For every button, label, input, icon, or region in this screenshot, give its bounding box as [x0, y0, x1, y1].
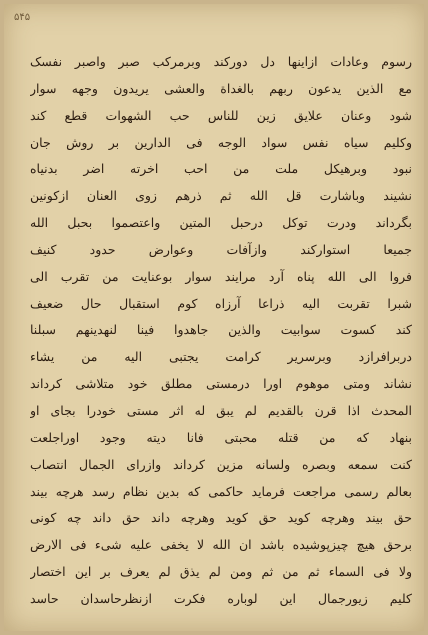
- text-line: نشیند وباشارت قل الله ثم ذرهم زوی العنان ازکونین: [30, 188, 412, 204]
- text-line: حق بیند وهرچه کوید حق کوید وهرچه داند حق داند چه کونی: [30, 510, 412, 526]
- text-line: رسوم وعادات ازاینها دل دورکند وبرمرکب صبر واصبر نفسک: [30, 54, 412, 69]
- manuscript-page: [4, 4, 424, 631]
- text-line: وکلیم سیاه نفس سواد الوجه فی الدارین بر روش جان: [30, 134, 412, 150]
- text-line: بگرداند ودرت توکل درحبل المتین واعتصموا بحبل الله: [30, 215, 412, 231]
- text-line: فروا الی الله پناه آرد مرایند سوار بوعنایت من تقرب الی: [30, 268, 412, 284]
- text-line: کلیم زیورجمال این لوباره فکرت ازنظرحاسدان حاسد: [30, 590, 412, 606]
- text-line: شبرا تقربت الیه ذراعا آرزاه کوم استقبال حال ضعیف: [30, 295, 412, 311]
- folio-number: ۵۴۵: [14, 12, 31, 23]
- text-line: جمیعا استوارکند وازآفات وعوارض حدود کنیف: [30, 241, 412, 257]
- text-line: ولا فی السماء ثم من ثم ومن لم یذق لم یعرف بر این اختصار: [30, 564, 412, 580]
- text-line: کند کسوت سوابیت والذین جاهدوا فینا لنهدینهم سبلنا: [30, 322, 412, 338]
- text-line: مع الذین یدعون ربهم بالغداة والعشی یریدون وجهه سوار: [30, 80, 412, 96]
- text-line: بنهاد که من قتله محبتی فانا دیته وجود اوراجلعت: [30, 429, 412, 445]
- text-line: کنت سمعه وبصره ولسانه مزین کرداند وازرای الجمال انتصاب: [30, 456, 412, 472]
- text-line: شود وعنان علایق زین للناس حب الشهوات قطع کند: [30, 107, 412, 123]
- text-block: [30, 52, 412, 608]
- text-line: بعالم رسمی مراجعت فرماید حاکمی که بدین نظام رسد هرچه بیند: [30, 483, 412, 499]
- text-line: دربرافرازد وبرسریر کرامت یجتبی الیه من یشاء: [30, 349, 412, 365]
- text-line: المحدث اذا قرن بالقدیم لم یبق له اثر مستی خودرا بجای او: [30, 402, 412, 418]
- text-line: نشاند ومتی موهوم اورا درمستی مطلق خود متلاشی کرداند: [30, 376, 412, 392]
- text-line: برحق هیچ چیزپوشیده باشد ان الله لا یخفی علیه شیء فی الارض: [30, 537, 412, 553]
- text-line: نبود وبرهیکل ملت من احب اخرته اضر بدنیاه: [30, 161, 412, 177]
